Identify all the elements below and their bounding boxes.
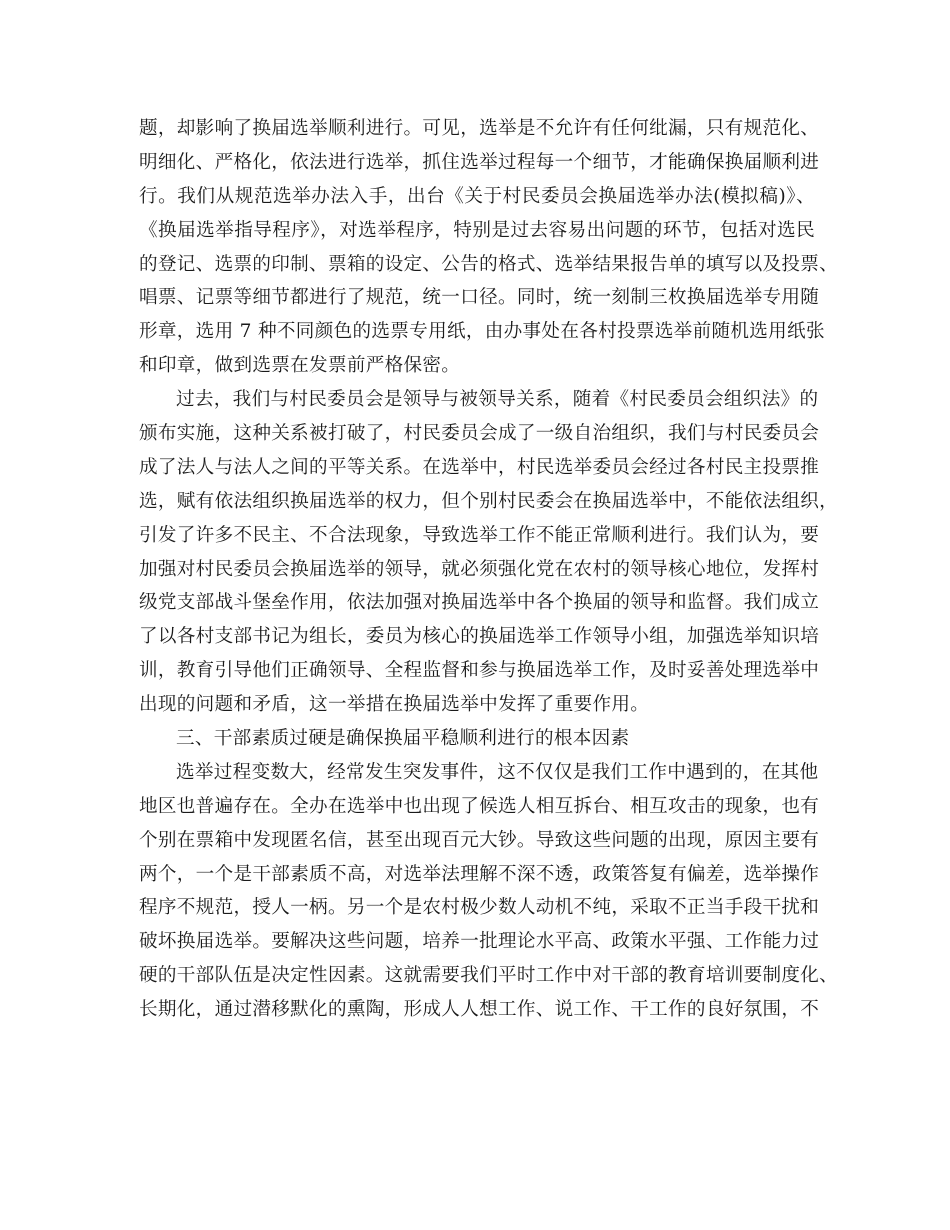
text-line: 引发了许多不民主、不合法现象，导致选举工作不能正常顺利进行。我们认为，要: [139, 524, 820, 546]
text-line: 成了法人与法人之间的平等关系。在选举中，村民选举委员会经过各村民主投票推: [139, 456, 820, 478]
text-line: 《换届选举指导程序》，对选举程序，特别是过去容易出问题的环节，包括对选民: [139, 219, 815, 241]
text-line: 形章，选用 7 种不同颜色的选票专用纸，由办事处在各村投票选举前随机选用纸张: [139, 321, 825, 343]
text-line: 地区也普遍存在。全办在选举中也出现了候选人相互拆台、相互攻击的现象，也有: [139, 795, 820, 817]
text-line: 唱票、记票等细节都进行了规范，统一口径。同时，统一刻制三枚换届选举专用随: [139, 287, 820, 309]
text-line: 选，赋有依法组织换届选举的权力，但个别村民委会在换届选举中，不能依法组织，: [139, 490, 839, 512]
text-line: 行。我们从规范选举办法入手，出台《关于村民委员会换届选举办法(模拟稿)》、: [139, 185, 815, 207]
text-line: 选举过程变数大，经常发生突发事件，这不仅仅是我们工作中遇到的，在其他: [176, 761, 819, 783]
text-line: 了以各村支部书记为组长，委员为核心的换届选举工作领导小组，加强选举知识培: [139, 626, 820, 648]
text-line: 的登记、选票的印制、票箱的设定、公告的格式、选举结果报告单的填写以及投票、: [139, 253, 839, 275]
text-line: 程序不规范，授人一柄。另一个是农村极少数人动机不纯，采取不正当手段干扰和: [139, 897, 820, 919]
text-line: 三、干部素质过硬是确保换届平稳顺利进行的根本因素: [176, 728, 630, 750]
text-line: 个别在票箱中发现匿名信，甚至出现百元大钞。导致这些问题的出现，原因主要有: [139, 829, 820, 851]
text-line: 训，教育引导他们正确领导、全程监督和参与换届选举工作，及时妥善处理选举中: [139, 660, 820, 682]
text-line: 过去，我们与村民委员会是领导与被领导关系，随着《村民委员会组织法》的: [176, 389, 819, 411]
text-line: 明细化、严格化，依法进行选举，抓住选举过程每一个细节，才能确保换届顺利进: [139, 151, 820, 173]
text-line: 题，却影响了换届选举顺利进行。可见，选举是不允许有任何纰漏，只有规范化、: [139, 118, 820, 139]
text-line: 硬的干部队伍是决定性因素。这就需要我们平时工作中对干部的教育培训要制度化、: [139, 965, 839, 987]
text-line: 和印章，做到选票在发票前严格保密。: [139, 355, 461, 377]
document-body: [139, 112, 839, 1027]
text-line: 长期化，通过潜移默化的熏陶，形成人人想工作、说工作、干工作的良好氛围，不: [139, 999, 820, 1021]
text-line: 出现的问题和矛盾，这一举措在换届选举中发挥了重要作用。: [139, 694, 650, 716]
text-line: 两个，一个是干部素质不高，对选举法理解不深不透，政策答复有偏差，选举操作: [139, 863, 820, 885]
text-line: 颁布实施，这种关系被打破了，村民委员会成了一级自治组织，我们与村民委员会: [139, 423, 820, 445]
text-line: 级党支部战斗堡垒作用，依法加强对换届选举中各个换届的领导和监督。我们成立: [139, 592, 820, 614]
text-line: 破坏换届选举。要解决这些问题，培养一批理论水平高、政策水平强、工作能力过: [139, 931, 820, 953]
text-line: 加强对村民委员会换届选举的领导，就必须强化党在农村的领导核心地位，发挥村: [139, 558, 820, 580]
